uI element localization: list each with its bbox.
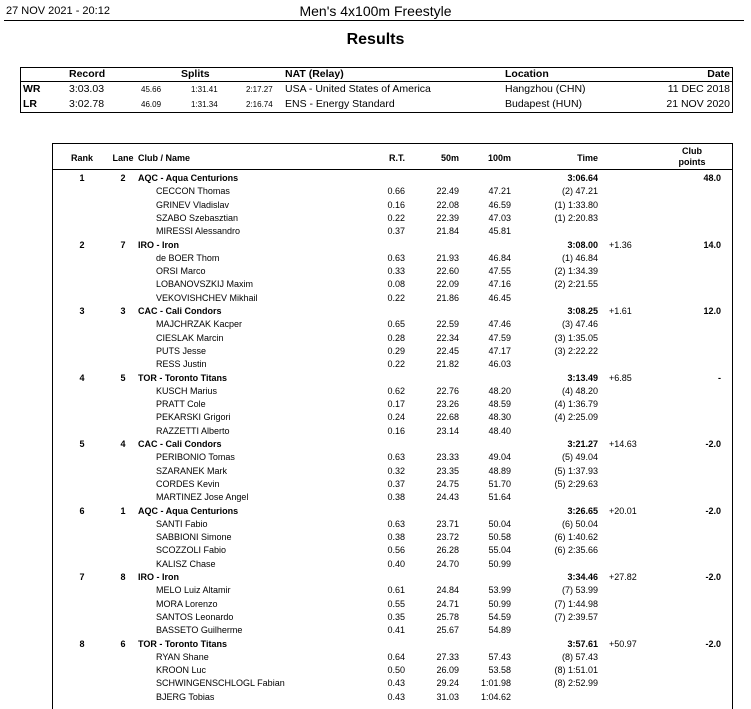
swimmer-name: MIRESSI Alessandro bbox=[156, 226, 241, 237]
swimmer-reaction-time: 0.29 bbox=[387, 345, 405, 356]
swimmer-50m-split: 25.78 bbox=[436, 611, 459, 622]
swimmer-row bbox=[53, 278, 732, 291]
swimmer-100m-split: 47.59 bbox=[488, 332, 511, 343]
swimmer-row bbox=[53, 398, 732, 411]
swimmer-reaction-time: 0.35 bbox=[387, 611, 405, 622]
team-lane: 5 bbox=[120, 372, 126, 383]
swimmer-name: MAJCHRZAK Kacper bbox=[156, 319, 243, 330]
swimmer-50m-split: 22.60 bbox=[436, 266, 459, 277]
records-row-wr bbox=[21, 83, 732, 98]
team-club-name: IRO - Iron bbox=[138, 572, 179, 582]
swimmer-reaction-time: 0.40 bbox=[387, 558, 405, 569]
results-heading: Results bbox=[346, 31, 405, 48]
results-header-row bbox=[53, 144, 732, 170]
swimmer-50m-split: 24.75 bbox=[436, 478, 459, 489]
team-final-time: 3:08.25 bbox=[567, 306, 598, 316]
team-time-behind: +1.36 bbox=[609, 239, 632, 250]
record-date: 21 NOV 2020 bbox=[666, 98, 730, 110]
swimmer-row bbox=[53, 677, 732, 690]
swimmer-50m-split: 22.39 bbox=[436, 212, 459, 223]
team-lane: 4 bbox=[120, 439, 126, 449]
swimmer-row bbox=[53, 318, 732, 331]
swimmer-row bbox=[53, 411, 732, 424]
team-row bbox=[53, 438, 732, 451]
swimmer-50m-split: 27.33 bbox=[436, 651, 459, 662]
swimmer-reaction-time: 0.22 bbox=[387, 212, 405, 223]
team-lane: 1 bbox=[120, 505, 126, 516]
swimmer-50m-split: 21.86 bbox=[436, 292, 459, 303]
swimmer-100m-split: 47.16 bbox=[488, 279, 511, 290]
swimmer-cumulative-split: (3) 1:35.05 bbox=[554, 332, 598, 343]
swimmer-name: RYAN Shane bbox=[156, 651, 209, 662]
swimmer-row bbox=[53, 185, 732, 198]
swimmer-cumulative-split: (8) 57.43 bbox=[561, 651, 598, 662]
record-location: Budapest (HUN) bbox=[505, 98, 583, 110]
team-time-behind: +1.61 bbox=[609, 306, 632, 316]
swimmer-100m-split: 48.30 bbox=[488, 412, 511, 423]
record-code: LR bbox=[23, 98, 37, 110]
swimmer-reaction-time: 0.16 bbox=[387, 199, 405, 210]
swimmer-row bbox=[53, 491, 732, 504]
swimmer-100m-split: 1:04.62 bbox=[480, 691, 511, 702]
swimmer-name: CECCON Thomas bbox=[156, 186, 230, 197]
swimmer-100m-split: 54.59 bbox=[488, 611, 511, 622]
record-split-2: 1:31.34 bbox=[191, 100, 218, 109]
swimmer-row bbox=[53, 451, 732, 464]
swimmer-cumulative-split: (5) 2:29.63 bbox=[554, 478, 598, 489]
team-club-name: AQC - Aqua Centurions bbox=[138, 505, 239, 516]
swimmer-row bbox=[53, 544, 732, 557]
header-points-line2: points bbox=[678, 157, 706, 167]
team-final-time: 3:26.65 bbox=[567, 505, 598, 516]
team-row bbox=[53, 239, 732, 252]
swimmer-cumulative-split: (1) 46.84 bbox=[561, 252, 598, 263]
swimmer-reaction-time: 0.63 bbox=[387, 252, 405, 263]
records-header-date: Date bbox=[707, 68, 730, 80]
record-location: Hangzhou (CHN) bbox=[505, 83, 586, 95]
swimmer-row bbox=[53, 518, 732, 531]
team-final-time: 3:34.46 bbox=[567, 572, 598, 582]
records-header-nat: NAT (Relay) bbox=[285, 68, 344, 80]
team-club-name: CAC - Cali Condors bbox=[138, 306, 222, 316]
swimmer-50m-split: 23.35 bbox=[436, 465, 459, 476]
swimmer-reaction-time: 0.38 bbox=[387, 532, 405, 543]
swimmer-row bbox=[53, 252, 732, 265]
team-row bbox=[53, 505, 732, 518]
swimmer-name: de BOER Thom bbox=[156, 252, 220, 263]
swimmer-row bbox=[53, 225, 732, 238]
swimmer-cumulative-split: (6) 50.04 bbox=[561, 518, 598, 529]
records-header-record: Record bbox=[69, 68, 106, 80]
swimmer-name: RESS Justin bbox=[156, 359, 207, 370]
swimmer-cumulative-split: (5) 49.04 bbox=[561, 452, 598, 463]
swimmer-reaction-time: 0.63 bbox=[387, 518, 405, 529]
swimmer-100m-split: 51.70 bbox=[488, 478, 511, 489]
record-nat: ENS - Energy Standard bbox=[285, 98, 395, 110]
swimmer-50m-split: 22.34 bbox=[436, 332, 459, 343]
swimmer-reaction-time: 0.61 bbox=[387, 585, 405, 596]
team-club-points: -2.0 bbox=[705, 638, 721, 649]
header-time: Time bbox=[577, 153, 598, 163]
swimmer-reaction-time: 0.66 bbox=[387, 186, 405, 197]
team-final-time: 3:06.64 bbox=[567, 173, 598, 183]
swimmer-name: PEKARSKI Grigori bbox=[156, 412, 231, 423]
team-final-time: 3:13.49 bbox=[567, 372, 598, 383]
header-rt: R.T. bbox=[388, 153, 405, 163]
swimmer-50m-split: 29.24 bbox=[436, 678, 459, 689]
swimmer-name: VEKOVISHCHEV Mikhail bbox=[156, 292, 258, 303]
swimmer-row bbox=[53, 265, 732, 278]
swimmer-100m-split: 50.04 bbox=[488, 518, 511, 529]
swimmer-row bbox=[53, 199, 732, 212]
records-header-splits: Splits bbox=[181, 68, 210, 80]
record-split-3: 2:16.74 bbox=[246, 100, 273, 109]
swimmer-reaction-time: 0.62 bbox=[387, 385, 405, 396]
team-row bbox=[53, 571, 732, 584]
team-time-behind: +14.63 bbox=[609, 439, 637, 449]
swimmer-100m-split: 45.81 bbox=[488, 226, 511, 237]
team-rank: 2 bbox=[79, 239, 85, 250]
swimmer-50m-split: 22.09 bbox=[436, 279, 459, 290]
swimmer-name: MELO Luiz Altamir bbox=[156, 585, 231, 596]
records-header-location: Location bbox=[505, 68, 549, 80]
swimmer-100m-split: 1:01.98 bbox=[480, 678, 511, 689]
swimmer-name: CORDES Kevin bbox=[156, 478, 220, 489]
team-club-name: CAC - Cali Condors bbox=[138, 439, 222, 449]
swimmer-name: SABBIONI Simone bbox=[156, 532, 232, 543]
team-rank: 8 bbox=[79, 638, 85, 649]
team-club-points: -2.0 bbox=[705, 439, 721, 449]
swimmer-reaction-time: 0.65 bbox=[387, 319, 405, 330]
swimmer-cumulative-split: (5) 1:37.93 bbox=[554, 465, 598, 476]
header-club-name: Club / Name bbox=[138, 153, 191, 163]
swimmer-50m-split: 22.49 bbox=[436, 186, 459, 197]
swimmer-reaction-time: 0.38 bbox=[387, 492, 405, 503]
team-time-behind: +50.97 bbox=[609, 638, 637, 649]
swimmer-cumulative-split: (8) 1:51.01 bbox=[554, 665, 598, 676]
swimmer-reaction-time: 0.16 bbox=[387, 425, 405, 436]
swimmer-100m-split: 48.20 bbox=[488, 385, 511, 396]
swimmer-row bbox=[53, 664, 732, 677]
swimmer-name: BASSETO Guilherme bbox=[156, 625, 243, 636]
swimmer-50m-split: 22.08 bbox=[436, 199, 459, 210]
record-split-2: 1:31.41 bbox=[191, 85, 218, 94]
swimmer-name: GRINEV Vladislav bbox=[156, 199, 230, 210]
swimmer-cumulative-split: (2) 47.21 bbox=[561, 186, 598, 197]
swimmer-50m-split: 21.82 bbox=[436, 359, 459, 370]
swimmer-100m-split: 48.89 bbox=[488, 465, 511, 476]
header-50m: 50m bbox=[440, 153, 459, 163]
swimmer-reaction-time: 0.08 bbox=[387, 279, 405, 290]
swimmer-cumulative-split: (3) 2:22.22 bbox=[554, 345, 598, 356]
swimmer-row bbox=[53, 598, 732, 611]
swimmer-reaction-time: 0.55 bbox=[387, 598, 405, 609]
swimmer-row bbox=[53, 465, 732, 478]
swimmer-50m-split: 22.76 bbox=[436, 385, 459, 396]
swimmer-row bbox=[53, 292, 732, 305]
swimmer-reaction-time: 0.24 bbox=[387, 412, 405, 423]
header-divider bbox=[4, 20, 744, 21]
report-datetime: 27 NOV 2021 - 20:12 bbox=[6, 5, 110, 17]
swimmer-cumulative-split: (4) 48.20 bbox=[561, 385, 598, 396]
swimmer-100m-split: 47.17 bbox=[488, 345, 511, 356]
team-club-points: -2.0 bbox=[705, 572, 721, 582]
record-split-3: 2:17.27 bbox=[246, 85, 273, 94]
swimmer-name: CIESLAK Marcin bbox=[156, 332, 224, 343]
team-club-name: IRO - Iron bbox=[138, 239, 179, 250]
swimmer-cumulative-split: (8) 2:52.99 bbox=[554, 678, 598, 689]
swimmer-reaction-time: 0.37 bbox=[387, 478, 405, 489]
swimmer-50m-split: 21.93 bbox=[436, 252, 459, 263]
swimmer-reaction-time: 0.56 bbox=[387, 545, 405, 556]
swimmer-50m-split: 23.72 bbox=[436, 532, 459, 543]
swimmer-name: KROON Luc bbox=[156, 665, 207, 676]
swimmer-row bbox=[53, 478, 732, 491]
swimmer-100m-split: 50.99 bbox=[488, 558, 511, 569]
swimmer-row bbox=[53, 358, 732, 371]
swimmer-50m-split: 24.70 bbox=[436, 558, 459, 569]
swimmer-name: PERIBONIO Tomas bbox=[156, 452, 235, 463]
swimmer-100m-split: 53.99 bbox=[488, 585, 511, 596]
team-time-behind: +6.85 bbox=[609, 372, 632, 383]
record-time: 3:02.78 bbox=[69, 98, 105, 110]
team-row bbox=[53, 172, 732, 185]
swimmer-name: PRATT Cole bbox=[156, 399, 206, 410]
swimmer-50m-split: 31.03 bbox=[436, 691, 459, 702]
swimmer-cumulative-split: (6) 2:35.66 bbox=[554, 545, 598, 556]
team-row bbox=[53, 305, 732, 318]
record-date: 11 DEC 2018 bbox=[667, 83, 730, 95]
header-100m: 100m bbox=[487, 153, 511, 163]
swimmer-50m-split: 24.84 bbox=[436, 585, 459, 596]
swimmer-cumulative-split: (2) 1:34.39 bbox=[554, 266, 598, 277]
swimmer-50m-split: 25.67 bbox=[436, 625, 459, 636]
swimmer-100m-split: 48.59 bbox=[488, 399, 511, 410]
swimmer-name: SZARANEK Mark bbox=[156, 465, 228, 476]
team-rank: 7 bbox=[79, 572, 85, 582]
swimmer-50m-split: 23.14 bbox=[436, 425, 459, 436]
swimmer-100m-split: 47.55 bbox=[488, 266, 511, 277]
swimmer-row bbox=[53, 332, 732, 345]
swimmer-name: RAZZETTI Alberto bbox=[156, 425, 230, 436]
team-time-behind: +27.82 bbox=[609, 572, 637, 582]
swimmer-row bbox=[53, 584, 732, 597]
swimmer-name: MARTINEZ Jose Angel bbox=[156, 492, 249, 503]
team-time-behind: +20.01 bbox=[609, 505, 637, 516]
swimmer-100m-split: 48.40 bbox=[488, 425, 511, 436]
swimmer-100m-split: 53.58 bbox=[488, 665, 511, 676]
swimmer-cumulative-split: (1) 1:33.80 bbox=[554, 199, 598, 210]
swimmer-100m-split: 47.21 bbox=[488, 186, 511, 197]
swimmer-reaction-time: 0.43 bbox=[387, 691, 405, 702]
swimmer-row bbox=[53, 611, 732, 624]
swimmer-cumulative-split: (4) 1:36.79 bbox=[554, 399, 598, 410]
header-points-line1: Club bbox=[682, 146, 702, 156]
swimmer-100m-split: 50.58 bbox=[488, 532, 511, 543]
team-final-time: 3:08.00 bbox=[567, 239, 598, 250]
team-club-points: 48.0 bbox=[703, 173, 721, 183]
team-lane: 2 bbox=[120, 173, 126, 183]
team-lane: 6 bbox=[120, 638, 126, 649]
record-code: WR bbox=[23, 83, 41, 95]
swimmer-100m-split: 50.99 bbox=[488, 598, 511, 609]
swimmer-row bbox=[53, 531, 732, 544]
swimmer-reaction-time: 0.33 bbox=[387, 266, 405, 277]
swimmer-50m-split: 26.09 bbox=[436, 665, 459, 676]
swimmer-50m-split: 22.68 bbox=[436, 412, 459, 423]
swimmer-cumulative-split: (6) 1:40.62 bbox=[554, 532, 598, 543]
swimmer-row bbox=[53, 385, 732, 398]
records-header-row bbox=[21, 68, 732, 82]
team-lane: 7 bbox=[120, 239, 126, 250]
swimmer-name: SCOZZOLI Fabio bbox=[156, 545, 227, 556]
results-table bbox=[52, 143, 733, 709]
swimmer-50m-split: 26.28 bbox=[436, 545, 459, 556]
swimmer-100m-split: 46.84 bbox=[488, 252, 511, 263]
team-club-points: -2.0 bbox=[705, 505, 721, 516]
swimmer-50m-split: 23.71 bbox=[436, 518, 459, 529]
team-club-points: 12.0 bbox=[703, 306, 721, 316]
header-rank: Rank bbox=[70, 153, 93, 163]
swimmer-reaction-time: 0.50 bbox=[387, 665, 405, 676]
team-rank: 1 bbox=[79, 173, 85, 183]
swimmer-row bbox=[53, 558, 732, 571]
swimmer-100m-split: 47.03 bbox=[488, 212, 511, 223]
swimmer-50m-split: 21.84 bbox=[436, 226, 459, 237]
swimmer-reaction-time: 0.28 bbox=[387, 332, 405, 343]
swimmer-50m-split: 22.45 bbox=[436, 345, 459, 356]
swimmer-100m-split: 46.45 bbox=[488, 292, 511, 303]
swimmer-name: KALISZ Chase bbox=[156, 558, 216, 569]
swimmer-name: SCHWINGENSCHLOGL Fabian bbox=[156, 678, 285, 689]
record-nat: USA - United States of America bbox=[285, 83, 431, 95]
swimmer-50m-split: 23.26 bbox=[436, 399, 459, 410]
swimmer-100m-split: 47.46 bbox=[488, 319, 511, 330]
swimmer-100m-split: 51.64 bbox=[488, 492, 511, 503]
swimmer-row bbox=[53, 691, 732, 704]
swimmer-50m-split: 24.71 bbox=[436, 598, 459, 609]
team-lane: 3 bbox=[120, 306, 126, 316]
swimmer-row bbox=[53, 651, 732, 664]
team-row bbox=[53, 638, 732, 651]
team-final-time: 3:21.27 bbox=[567, 439, 598, 449]
swimmer-reaction-time: 0.41 bbox=[387, 625, 405, 636]
records-row-lr bbox=[21, 98, 732, 113]
swimmer-name: KUSCH Marius bbox=[156, 385, 218, 396]
team-club-name: TOR - Toronto Titans bbox=[138, 638, 227, 649]
swimmer-cumulative-split: (7) 53.99 bbox=[561, 585, 598, 596]
team-final-time: 3:57.61 bbox=[567, 638, 598, 649]
swimmer-100m-split: 46.59 bbox=[488, 199, 511, 210]
swimmer-row bbox=[53, 425, 732, 438]
team-rank: 4 bbox=[79, 372, 85, 383]
team-rank: 6 bbox=[79, 505, 85, 516]
record-split-1: 45.66 bbox=[141, 85, 162, 94]
swimmer-row bbox=[53, 212, 732, 225]
record-split-1: 46.09 bbox=[141, 100, 162, 109]
swimmer-name: LOBANOVSZKIJ Maxim bbox=[156, 279, 254, 290]
swimmer-cumulative-split: (7) 1:44.98 bbox=[554, 598, 598, 609]
swimmer-name: ORSI Marco bbox=[156, 266, 206, 277]
swimmer-reaction-time: 0.32 bbox=[387, 465, 405, 476]
swimmer-100m-split: 46.03 bbox=[488, 359, 511, 370]
records-table bbox=[20, 67, 733, 113]
swimmer-name: MORA Lorenzo bbox=[156, 598, 218, 609]
swimmer-100m-split: 54.89 bbox=[488, 625, 511, 636]
swimmer-name: SANTI Fabio bbox=[156, 518, 208, 529]
swimmer-cumulative-split: (2) 2:21.55 bbox=[554, 279, 598, 290]
swimmer-reaction-time: 0.37 bbox=[387, 226, 405, 237]
swimmer-name: PUTS Jesse bbox=[156, 345, 207, 356]
swimmer-reaction-time: 0.22 bbox=[387, 292, 405, 303]
swimmer-cumulative-split: (7) 2:39.57 bbox=[554, 611, 598, 622]
event-title: Men's 4x100m Freestyle bbox=[299, 3, 452, 19]
swimmer-reaction-time: 0.17 bbox=[387, 399, 405, 410]
record-time: 3:03.03 bbox=[69, 83, 105, 95]
swimmer-cumulative-split: (1) 2:20.83 bbox=[554, 212, 598, 223]
swimmer-100m-split: 49.04 bbox=[488, 452, 511, 463]
swimmer-cumulative-split: (4) 2:25.09 bbox=[554, 412, 598, 423]
team-rank: 5 bbox=[79, 439, 85, 449]
swimmer-row bbox=[53, 345, 732, 358]
team-club-points: 14.0 bbox=[703, 239, 721, 250]
swimmer-reaction-time: 0.22 bbox=[387, 359, 405, 370]
team-club-name: TOR - Toronto Titans bbox=[138, 372, 227, 383]
team-club-name: AQC - Aqua Centurions bbox=[138, 173, 239, 183]
swimmer-100m-split: 55.04 bbox=[488, 545, 511, 556]
swimmer-100m-split: 57.43 bbox=[488, 651, 511, 662]
team-lane: 8 bbox=[120, 572, 126, 582]
swimmer-reaction-time: 0.64 bbox=[387, 651, 405, 662]
swimmer-reaction-time: 0.43 bbox=[387, 678, 405, 689]
swimmer-row bbox=[53, 624, 732, 637]
swimmer-reaction-time: 0.63 bbox=[387, 452, 405, 463]
header-lane: Lane bbox=[112, 153, 134, 163]
swimmer-name: BJERG Tobias bbox=[156, 691, 215, 702]
team-rank: 3 bbox=[79, 306, 85, 316]
swimmer-50m-split: 22.59 bbox=[436, 319, 459, 330]
team-club-points: - bbox=[718, 372, 721, 383]
swimmer-50m-split: 23.33 bbox=[436, 452, 459, 463]
swimmer-50m-split: 24.43 bbox=[436, 492, 459, 503]
swimmer-name: SZABO Szebasztian bbox=[156, 212, 239, 223]
swimmer-name: SANTOS Leonardo bbox=[156, 611, 234, 622]
team-row bbox=[53, 372, 732, 385]
swimmer-cumulative-split: (3) 47.46 bbox=[561, 319, 598, 330]
